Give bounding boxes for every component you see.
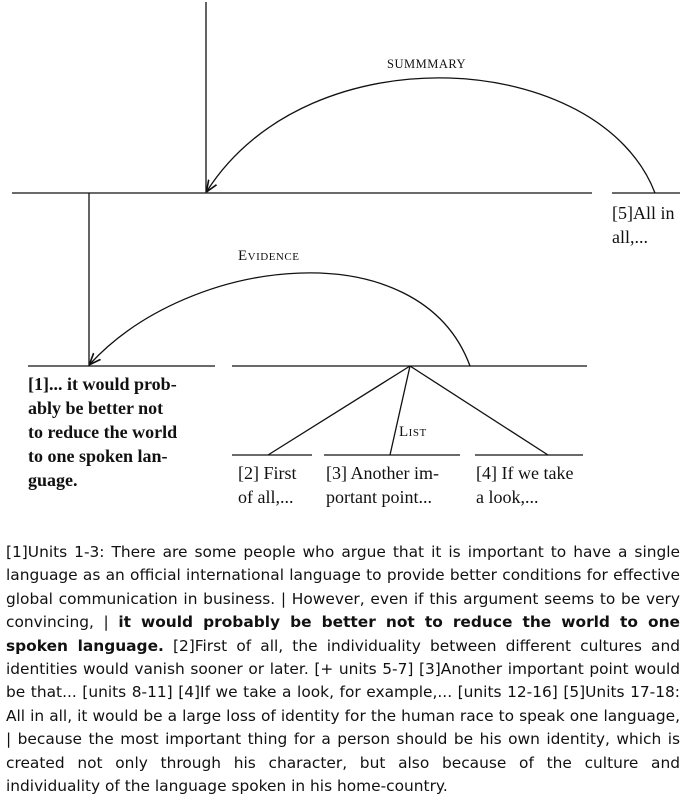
list-branch-2 (268, 366, 410, 455)
segment-1-line: to reduce the world (28, 422, 178, 442)
summary-label: SUMMMARY (387, 57, 467, 71)
caption-bold-claim: it would probably be better not to reduce the world to one spoken language. (6, 613, 680, 655)
summary-arc (207, 78, 655, 193)
list-label: List (399, 424, 427, 440)
segment-1-line: ably be better not (28, 398, 164, 418)
segment-2-text (238, 461, 297, 509)
segment-3-line: portant point... (326, 487, 432, 507)
segment-3-line: [3] Another im- (326, 463, 439, 483)
segment-5-line: all,... (612, 227, 648, 247)
segment-1-line: guage. (28, 470, 78, 490)
list-branch-4 (410, 366, 548, 455)
evidence-label: Evidence (238, 248, 300, 264)
caption-part-1: [1]Units 1-3: There are some people who argue that it is important to have a single language as an official international language to provide better conditions for effective global communication in business. | However, even if this argument seems to be very convincing, | (6, 543, 680, 632)
figure-caption (6, 541, 680, 798)
segment-5-line: [5]All in (612, 203, 675, 223)
segment-4-line: [4] If we take (476, 463, 574, 483)
segment-5-text (612, 201, 675, 249)
segment-4-line: a look,... (476, 487, 539, 507)
segment-1-text (28, 372, 177, 492)
segment-4-text (476, 461, 573, 509)
segment-1-line: [1]... it would prob- (28, 374, 177, 394)
caption-part-2: [2]First of all, the individuality between different cultures and identities would vanish sooner or later. [+ units 5-7] [3]Another important point would be that... [units 8-11] [4]If we take a look, for example,... [units 12-16] [5]Units 17-18: All in all, it would be a large loss of identity for the human race to speak one language, | because the most important thing for a person should be his own identity, which is created not only through his character, but also because of the culture and individuality of the language spoken in his home-country. (6, 636, 680, 796)
segment-3-text (326, 461, 439, 509)
list-branch-3 (390, 366, 410, 455)
segment-2-line: of all,... (238, 487, 294, 507)
segment-2-line: [2] First (238, 463, 297, 483)
segment-1-line: to one spoken lan- (28, 446, 168, 466)
evidence-arc (90, 273, 470, 366)
